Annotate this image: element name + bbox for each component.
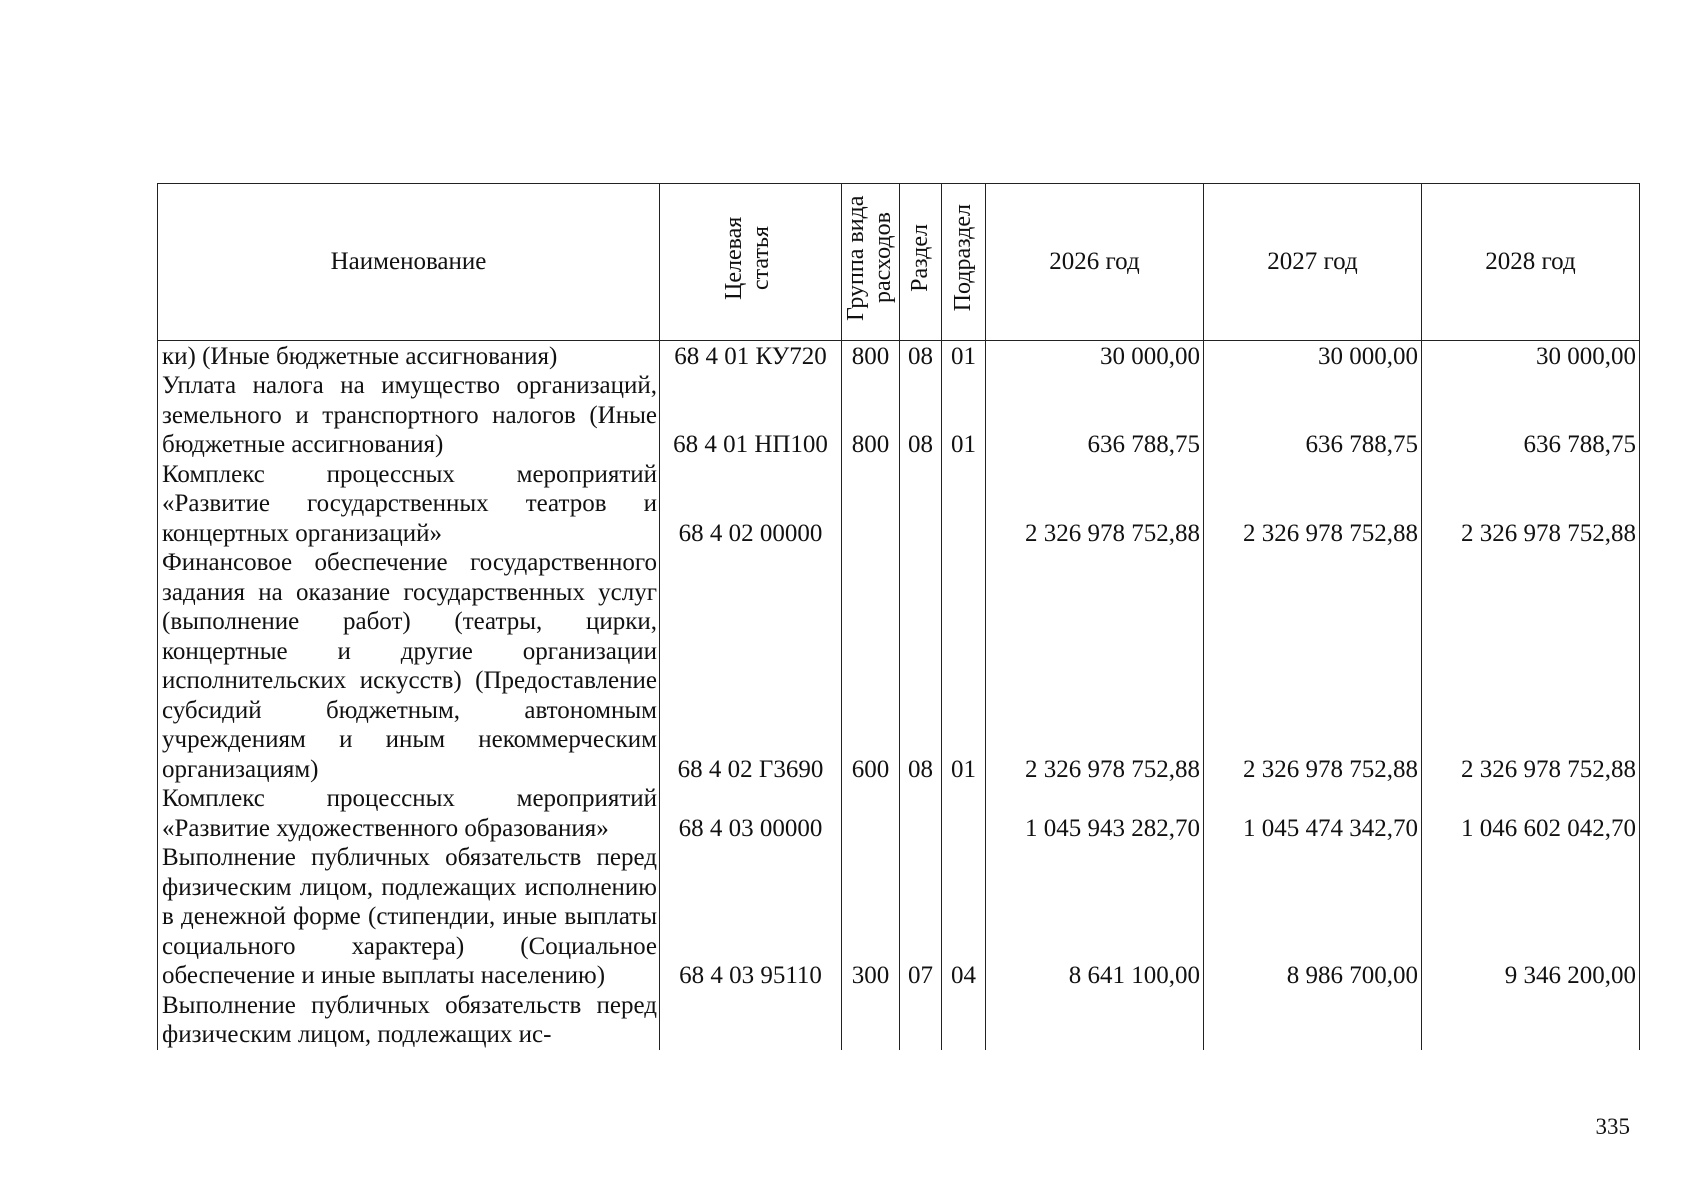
row-value-2027: 1 045 474 342,70 xyxy=(1204,784,1422,843)
row-subsection xyxy=(942,784,986,843)
row-section xyxy=(900,784,942,843)
row-value-2027: 636 788,75 xyxy=(1204,371,1422,460)
row-expense-group xyxy=(842,784,900,843)
header-name: Наименование xyxy=(158,184,660,341)
row-value-2026 xyxy=(986,991,1204,1050)
row-value-2027: 8 986 700,00 xyxy=(1204,843,1422,991)
row-name: Уплата налога на имущество организаций, земельного и транспортного налогов (Иные бюджетные ассигнования) xyxy=(158,371,660,460)
row-name: Выполнение публичных обязательств перед физическим лицом, подлежащих исполнению в денежной форме (стипендии, иные выплаты социального характера) (Социальное обеспечение и иные выплаты населению) xyxy=(158,843,660,991)
row-target-article xyxy=(660,991,842,1050)
row-expense-group: 800 xyxy=(842,340,900,371)
row-name: Комплекс процессных мероприятий «Развитие государственных театров и концертных организаций» xyxy=(158,460,660,549)
row-value-2026: 2 326 978 752,88 xyxy=(986,460,1204,549)
row-expense-group: 800 xyxy=(842,371,900,460)
row-subsection xyxy=(942,991,986,1050)
row-subsection: 04 xyxy=(942,843,986,991)
row-section xyxy=(900,991,942,1050)
budget-table xyxy=(157,183,1640,1050)
row-section: 08 xyxy=(900,371,942,460)
row-value-2027: 2 326 978 752,88 xyxy=(1204,460,1422,549)
row-target-article: 68 4 03 00000 xyxy=(660,784,842,843)
row-name: Комплекс процессных мероприятий «Развитие художественного образования» xyxy=(158,784,660,843)
row-value-2026: 30 000,00 xyxy=(986,340,1204,371)
table-header-row xyxy=(158,184,1640,341)
row-section: 08 xyxy=(900,548,942,784)
table-row xyxy=(158,460,1640,549)
row-subsection: 01 xyxy=(942,371,986,460)
row-value-2026: 636 788,75 xyxy=(986,371,1204,460)
row-expense-group: 300 xyxy=(842,843,900,991)
header-year-2028: 2028 год xyxy=(1422,184,1640,341)
row-value-2028: 636 788,75 xyxy=(1422,371,1640,460)
row-section: 07 xyxy=(900,843,942,991)
row-value-2028: 2 326 978 752,88 xyxy=(1422,548,1640,784)
row-target-article: 68 4 02 00000 xyxy=(660,460,842,549)
row-value-2028: 2 326 978 752,88 xyxy=(1422,460,1640,549)
row-value-2028 xyxy=(1422,991,1640,1050)
table-row xyxy=(158,340,1640,371)
page-number: 335 xyxy=(1595,1114,1630,1139)
row-value-2026: 8 641 100,00 xyxy=(986,843,1204,991)
header-section: Раздел xyxy=(900,184,942,341)
row-value-2028: 9 346 200,00 xyxy=(1422,843,1640,991)
row-value-2026: 2 326 978 752,88 xyxy=(986,548,1204,784)
header-subsection: Подраздел xyxy=(942,184,986,341)
table-body xyxy=(158,340,1640,1050)
row-value-2027: 30 000,00 xyxy=(1204,340,1422,371)
table-row xyxy=(158,548,1640,784)
row-name: ки) (Иные бюджетные ассигнования) xyxy=(158,340,660,371)
header-target-article: Целевая статья xyxy=(660,184,842,341)
table-row xyxy=(158,784,1640,843)
row-section: 08 xyxy=(900,340,942,371)
header-year-2027: 2027 год xyxy=(1204,184,1422,341)
row-value-2027 xyxy=(1204,991,1422,1050)
row-subsection xyxy=(942,460,986,549)
header-expense-group: Группа вида расходов xyxy=(842,184,900,341)
header-year-2026: 2026 год xyxy=(986,184,1204,341)
row-value-2026: 1 045 943 282,70 xyxy=(986,784,1204,843)
row-target-article: 68 4 01 НП100 xyxy=(660,371,842,460)
row-subsection: 01 xyxy=(942,340,986,371)
row-expense-group: 600 xyxy=(842,548,900,784)
row-name: Финансовое обеспечение государственного задания на оказание государственных услуг (выполнение работ) (театры, цирки, концертные и другие организации исполнительских искусств) (Предоставление субсидий бюджетным, автономным учреждениям и иным некоммерческим организациям) xyxy=(158,548,660,784)
table-row xyxy=(158,371,1640,460)
table-row xyxy=(158,843,1640,991)
row-value-2027: 2 326 978 752,88 xyxy=(1204,548,1422,784)
row-value-2028: 1 046 602 042,70 xyxy=(1422,784,1640,843)
row-section xyxy=(900,460,942,549)
table-row-continued xyxy=(158,991,1640,1050)
row-target-article: 68 4 03 95110 xyxy=(660,843,842,991)
row-value-2028: 30 000,00 xyxy=(1422,340,1640,371)
row-target-article: 68 4 02 Г3690 xyxy=(660,548,842,784)
row-name: Выполнение публичных обязательств перед физическим лицом, подлежащих ис- xyxy=(158,991,660,1050)
row-subsection: 01 xyxy=(942,548,986,784)
row-expense-group xyxy=(842,991,900,1050)
row-target-article: 68 4 01 КУ720 xyxy=(660,340,842,371)
row-expense-group xyxy=(842,460,900,549)
